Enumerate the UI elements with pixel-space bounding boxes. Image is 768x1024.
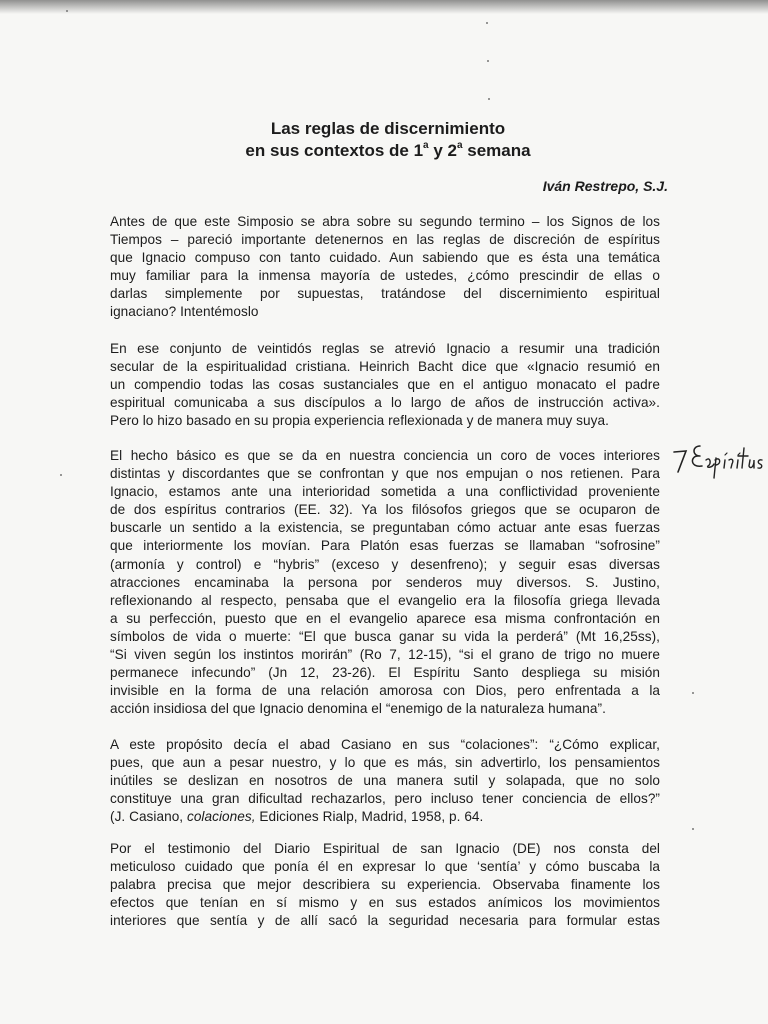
text-line: símbolos de vida o muerte: “El que busca ganar su vida la perderá” (Mt 16,25ss), — [110, 628, 660, 644]
text-line: A este propósito decía el abad Casiano en sus “colaciones”: “¿Cómo explicar, — [110, 737, 660, 752]
scan-speck — [486, 22, 488, 24]
title-text: y 2 — [428, 141, 457, 160]
text-line: pues, que aun a pesar nuestro, y lo que es más, sin advertirlo, los pensamientos — [110, 755, 660, 771]
text-line: secular de la espiritualidad cristiana. Heinrich Bacht dice que «Ignacio resumió en — [110, 359, 660, 375]
text-line: Ignacio, estamos ante una interioridad sometida a una conflictividad proveniente — [110, 484, 660, 500]
document-author: Iván Restrepo, S.J. — [542, 178, 668, 194]
paragraph-5 — [110, 840, 660, 930]
text-line: Tiempos – pareció importante detenernos en las reglas de discreción de espíritus — [110, 232, 660, 248]
text-line: efectos que tenían en sí mismo y en sus estados anímicos los movimientos — [110, 895, 660, 911]
text-line: reflexionando al respecto, pensaba que el evangelio era la filosofía griega llevada — [110, 592, 660, 608]
document-title-line-1: Las reglas de discernimiento — [270, 119, 506, 138]
text-line: Antes de que este Simposio se abra sobre su segundo termino – los Signos de los — [110, 214, 660, 229]
scan-speck — [66, 10, 68, 12]
text-line: constituye una gran dificultad rechazarlos, pero incluso tener conciencia de ellos?” — [110, 791, 660, 807]
scan-speck — [487, 60, 489, 62]
text-line: El hecho básico es que se da en nuestra conciencia un coro de voces interiores — [110, 448, 660, 463]
text-line: interiores que sentía y de allí sacó la seguridad necesaria para formular estas — [110, 913, 660, 929]
text-line: En ese conjunto de veintidós reglas se atrevió Ignacio a resumir una tradición — [110, 341, 660, 356]
text-line: permanece infecundo” (Jn 12, 23-26). El Espíritu Santo despliega su misión — [110, 665, 660, 681]
paragraph-3 — [110, 447, 660, 718]
text-line: (armonía y control) e “hybris” (exceso y desenfreno); y seguir esas diversas — [110, 556, 660, 572]
title-superscript: a — [456, 140, 463, 152]
text-line: acción insidiosa del que Ignacio denomina el “enemigo de la naturaleza humana”. — [110, 701, 606, 717]
text-line: a su perfección, puesto que en el evangelio aparece esa misma confrontación en — [110, 610, 660, 626]
paragraph-2 — [110, 340, 660, 430]
text-line: de dos espíritus contrarios (EE. 32). Ya los filósofos griegos que se ocuparon de — [110, 502, 660, 518]
paragraph-1 — [110, 213, 660, 322]
document-title-line-2 — [4, 140, 768, 161]
text-line: que interiormente los movían. Para Platón esas fuerzas se llamaban “sofrosine” — [110, 538, 660, 554]
handwritten-margin-note — [672, 438, 768, 488]
citation-text: (J. Casiano, — [110, 809, 187, 825]
title-text: semana — [462, 141, 531, 160]
text-line: “Si viven según los instintos morirán” (Ro 7, 12-15), “si el grano de trigo no muere — [110, 647, 660, 663]
text-line: inútiles se deslizan en nosotros de una manera sutil y solapada, que no solo — [110, 773, 660, 789]
text-line: ignaciano? Intentémoslo — [110, 304, 259, 320]
citation-text: Ediciones Rialp, Madrid, 1958, p. 64. — [255, 809, 484, 825]
text-line: distintas y discordantes que se confrontan y que nos empujan o nos retienen. Para — [110, 466, 660, 482]
text-line: meticuloso cuidado que ponía él en expresar lo que ‘sentía’ y cómo buscaba la — [110, 859, 660, 875]
text-line: espiritual comunicaba a sus discípulos a lo largo de años de instrucción activa». — [110, 395, 660, 411]
text-line: buscarle un sentido a la existencia, se preguntaban cómo actuar ante esas fuerzas — [110, 520, 660, 536]
scan-speck — [60, 474, 62, 476]
title-superscript: a — [423, 140, 429, 152]
title-text: en sus contextos de 1 — [245, 141, 424, 160]
text-line: atracciones encaminaba la persona por senderos muy diversos. S. Justino, — [110, 574, 660, 590]
text-line: palabra precisa que mejor describiera su experiencia. Observaba finamente los — [110, 877, 660, 893]
text-line: que Ignacio compuso con tanto cuidado. Aun sabiendo que es ésta una temática — [110, 250, 660, 266]
scan-speck — [488, 98, 490, 100]
text-line: Por el testimonio del Diario Espiritual de san Ignacio (DE) nos consta del — [110, 841, 660, 856]
scan-speck — [692, 692, 694, 694]
citation-title: colaciones, — [186, 809, 256, 825]
scan-speck — [692, 828, 694, 830]
text-line: darlas simplemente por supuestas, tratándose del discernimiento espiritual — [110, 286, 660, 302]
paragraph-4 — [110, 736, 660, 826]
text-line: muy familiar para la inmensa mayoría de ustedes, ¿cómo prescindir de ellas o — [110, 268, 660, 284]
scan-top-shadow — [0, 0, 768, 14]
handwritten-espiritus-signature — [672, 438, 768, 488]
text-line: invisible en la forma de una relación amorosa con Dios, pero enfrentada a la — [110, 683, 660, 699]
text-line: Pero lo hizo basado en su propia experiencia reflexionada y de manera muy suya. — [110, 413, 609, 429]
text-line: un compendio todas las cosas sustanciales que en el antiguo monacato el padre — [110, 377, 660, 393]
citation-line — [110, 808, 660, 826]
